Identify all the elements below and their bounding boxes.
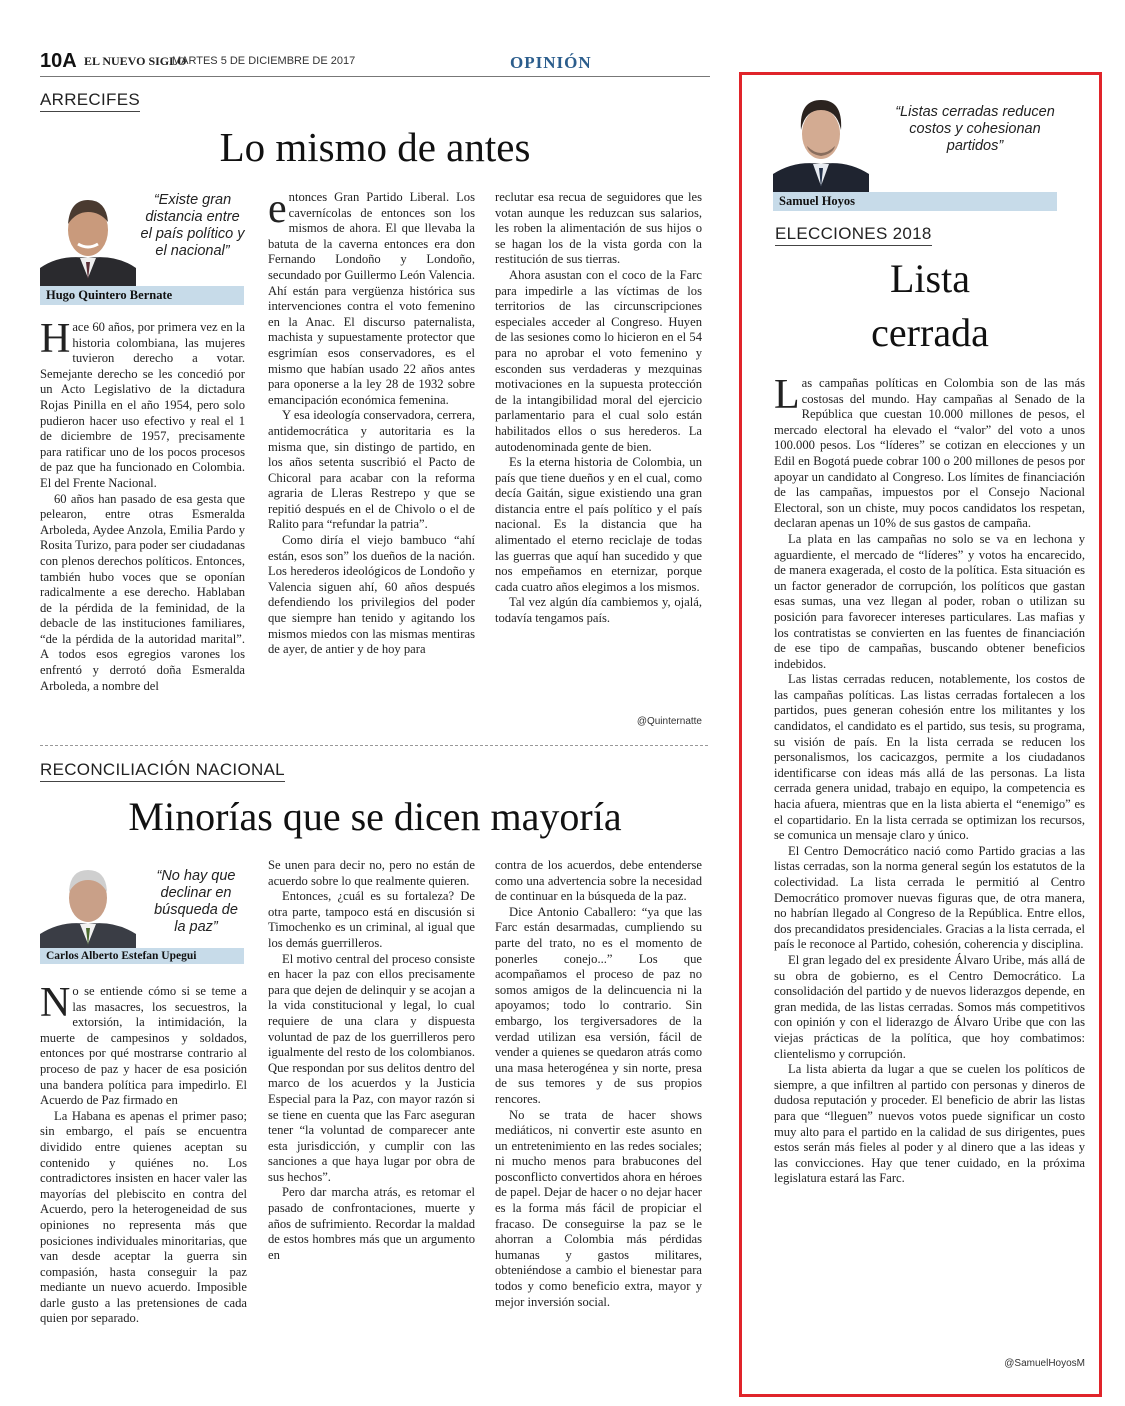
- article2-title: Minorías que se dicen mayoría: [128, 794, 622, 839]
- paragraph: Como diría el viejo bambuco “ahí están, esos son” los dueños de la nación. Los herederos ideológicos de Londoño y Valencia siguen ahí, 60 años después defendiendo los privilegios del poder que siempre han tenido y agitando los mismos miedos con las mismas mentiras de ayer, de antier y de hoy para: [268, 533, 475, 657]
- article3-author: Samuel Hoyos: [773, 192, 1057, 211]
- paragraph: La plata en las campañas no solo se va en lechona y aguardiente, el mercado de “líderes” y votos ha encarecido, de manera exagerada, el costo de la política. Esta situación es un factor generador de corrupción, los políticos que gastan esas sumas, una vez llegan al poder, roban o utilizan su posición para favorecer intereses particulares. Las mafias y los contratistas se convierten en las fuentes de financiación de ese tipo de campañas, buscando obtener beneficios indebidos.: [774, 531, 1085, 671]
- article3-quote: “Listas cerradas reducen costos y cohesionan partidos”: [895, 104, 1055, 154]
- paragraph: 60 años han pasado de esa gesta que pelearon, entre otras Esmeralda Arboleda, Aydee Anzola, Emilia Pardo y Rosita Turizo, para poder ser ciudadanas con plenos derechos políticos. Entonces, también hubo voces que se oponían radicalmente a ese derecho. Hablaban de la pérdida de la feminidad, de la debacle de las instituciones familiares, “de la pérdida de la autoridad marital”. A todos esos egregios varones los enfrentó y derrotó doña Esmeralda Arboleda, a nombre del: [40, 491, 245, 693]
- paragraph: El motivo central del proceso consiste en hacer la paz con ellos precisamente para que dejen de delinquir y se acojan a la vida constitucional y legal, lo cual requiere de una clara y dispuesta voluntad de paz de los guerrilleros pero igualmente del resto de los colombianos. Que respondan por sus delitos dentro del marco de los acuerdos y la Justicia Especial para la Paz, con mayor razón si se tiene en cuenta que las Farc aseguran tener “la voluntad de comparecer ante esta jurisdicción, y cumplir con las sanciones a que haya lugar por obra de sus hechos”.: [268, 951, 475, 1184]
- article2-col3: [495, 858, 702, 1310]
- article2-col1: [40, 980, 247, 1327]
- paragraph: Las campañas políticas en Colombia son de las más costosas del mundo. Hay campañas al Senado de la República que cuestan 10.000 millones de pesos, el mercado electoral ha elevado el “valor” del voto a unos 100.000 pesos. Los “líderes” se cotizan en elecciones y un Edil en Bogotá puede cobrar 100 o 200 millones de pesos por apoyar un candidato al Congreso. Los límites de financiación de las campañas, impuestos por el Consejo Nacional Electoral, son un chiste, muy pocos candidatos los respetan, declaran apenas un 10% de sus gastos de campaña.: [774, 372, 1085, 531]
- paragraph: Tal vez algún día cambiemos y, ojalá, todavía tengamos país.: [495, 595, 702, 626]
- paragraph: Y esa ideología conservadora, cerrera, antidemocrática y autoritaria es la misma que, sin distingo de partido, en los años setenta suscribió el Pacto de Chicoral para acabar con la reforma agraria de Lleras Restrepo y que se repitió después en el de Chivolo o el de Ralito para “refundar la patria”.: [268, 408, 475, 532]
- article1-kicker: ARRECIFES: [40, 90, 140, 112]
- author-photo-hugo: [40, 186, 136, 286]
- paragraph: contra de los acuerdos, debe entenderse como una advertencia sobre la necesidad de continuar en la búsqueda de la paz.: [495, 858, 702, 904]
- section-title: OPINIÓN: [510, 53, 592, 72]
- paragraph: Es la eterna historia de Colombia, un país que tiene dueños y en el cual, como decía Gaitán, sigue existiendo una gran distancia entre el país político y el país nacional. Es la distancia que ha alimentado el eterno reciclaje de todas las guerras que aquí han sucedido y que nos empeñamos en eternizar, porque cada cuatro años elegimos a los mismos.: [495, 455, 702, 594]
- article1-author-box: [40, 186, 245, 306]
- author-photo-samuel: [773, 90, 869, 194]
- section-divider: [40, 745, 708, 746]
- article3-title-line1: Lista: [890, 256, 970, 301]
- paragraph: Se unen para decir no, pero no están de acuerdo sobre lo que realmente quieren.: [268, 858, 475, 888]
- paragraph: El Centro Democrático nació como Partido gracias a las listas cerradas, son la norma general según los estatutos de la colectividad. La lista cerrada le permitió al Centro Democrático promover nuevas figuras que, de otra manera, no habrían llegado al Congreso de la República. Entre ellos, dos precandidatos presidenciales. Gracias a la lista cerrada, el país le reconoce al Partido, cohesión, coherencia y disciplina.: [774, 843, 1085, 952]
- article1-title: Lo mismo de antes: [219, 124, 531, 170]
- article1-col2: [268, 186, 475, 658]
- article2-author: Carlos Alberto Estefan Upegui: [40, 948, 244, 964]
- paragraph: Las listas cerradas reducen, notablemente, los costos de las campañas políticas. Las listas cerradas fortalecen a los partidos, pues generan cohesión entre los militantes y los candidatos, el candidato es el partido, sus tesis, su programa, su visión de país. En la lista cerrada se reducen los personalismos, los cacicazgos, permite a los ciudadanos identificarse con ideas más allá de las personas. La lista cerrada genera unidad, trabajo en equipo, la competencia es hacia afuera, mientras que en la lista abierta el “enemigo” es el copartidario. En la lista cerrada se optimizan los recursos, se comunica un mensaje claro y único.: [774, 672, 1085, 843]
- article2-quote: “No hay que declinar en búsqueda de la paz”: [154, 868, 238, 935]
- article1-handle: @Quinternatte: [636, 716, 702, 727]
- paragraph: entonces Gran Partido Liberal. Los cavernícolas de entonces son los mismos de ahora. El que llevaba la batuta de la caverna entonces era don Fernando Londoño y Londoño, secundado por Guillermo León Valencia. Ahí están para vergüenza histórica sus intervenciones contra el voto femenino en la Anac. El discurso paternalista, machista y supuestamente protector que esgrimían esos conservadores, es el mismo que habían usado 22 años antes para oponerse a la ley 28 de 1932 sobre emancipación económica femenina.: [268, 186, 475, 407]
- paragraph: No se trata de hacer shows mediáticos, ni convertir este asunto en un entretenimiento en las redes sociales; ni mucho menos para brabucones del posconflicto convertidos ahora en héroes de papel. Dejar de hacer o no dejar hacer es la forma más fácil de propiciar el fracaso. De conseguirse la paz se le ahorran a Colombia más pérdidas humanas y gastos militares, obteniéndose a cambio el bienestar para todos y como beneficio extra, mayor y mejor inversión social.: [495, 1107, 702, 1309]
- paragraph: Entonces, ¿cuál es su fortaleza? De otra parte, tampoco está en discusión si Timochenko es un criminal, al igual que los demás guerrilleros.: [268, 889, 475, 950]
- article2-kicker: RECONCILIACIÓN NACIONAL: [40, 760, 285, 782]
- author-photo-carlos: [40, 858, 136, 950]
- article1-author: Hugo Quintero Bernate: [40, 286, 244, 305]
- paragraph: Ahora asustan con el coco de la Farc para impedirle a las víctimas de los territorios de las circunscripciones especiales acceder al Congreso. Huyen de las sesiones como lo hicieron en el 54 para no aprobar el voto femenino y esconden sus verdaderas y mezquinas motivaciones en la supuesta protección de la intangibilidad moral del ejercicio parlamentario para el cual solo están habilitados ellos o sus herederos. La autodenominada gente de bien.: [495, 267, 702, 454]
- article3-body: [774, 372, 1085, 1187]
- article1-quote: “Existe gran distancia entre el país político y el nacional”: [140, 192, 245, 259]
- article2-author-box: [40, 858, 245, 970]
- paragraph: Hace 60 años, por primera vez en la historia colombiana, las mujeres tuvieron derecho a votar. Semejante derecho se les concedió por un Acto Legislativo de la dictadura Rojas Pinilla en el año 1954, pero solo pudieron hacer uso efectivo y real el 1 de diciembre de 1957, precisamente para ratificar uno de los pocos procesos de paz que ha funcionado en Colombia. El del Frente Nacional.: [40, 316, 245, 490]
- paper-name: EL NUEVO SIGLO: [84, 54, 187, 68]
- article3-handle: @SamuelHoyosM: [1004, 1358, 1085, 1369]
- article3-kicker: ELECCIONES 2018: [775, 224, 932, 246]
- article3-title-line2: cerrada: [871, 310, 989, 355]
- paragraph: No se entiende cómo si se teme a las masacres, los secuestros, la extorsión, la intimidación, la muerte de campesinos y soldados, entonces por qué mostrarse contrario al proceso de paz y hacer de esa posición una bandera política para impedirlo. El Acuerdo de Paz firmado en: [40, 980, 247, 1108]
- issue-date: MARTES 5 DE DICIEMBRE DE 2017: [172, 55, 356, 67]
- article1-col3: [495, 190, 702, 627]
- page-number: 10A: [40, 50, 77, 72]
- article2-col2: [268, 858, 475, 1263]
- paragraph: reclutar esa recua de seguidores que les votan aunque les reduzcan sus salarios, les roben la alimentación de sus hijos o se hagan los de la vista gorda con la restitución de sus tierras.: [495, 190, 702, 267]
- article1-col1: [40, 316, 245, 694]
- header-rule: [40, 76, 710, 77]
- paragraph: La Habana es apenas el primer paso; sin embargo, el país se encuentra dividido entre quienes aceptan su contenido y quiénes no. Los contradictores insisten en hacer valer las mayorías del plebiscito en contra del Acuerdo, pero la heterogeneidad de sus opiniones no representa más que posiciones individuales minoritarias, que van desde aceptar la guerra sin compasión, hasta conseguir la paz mediante un nuevo acuerdo. Imposible darle gusto a las pretensiones de cada quien por separado.: [40, 1108, 247, 1326]
- paragraph: Dice Antonio Caballero: “ya que las Farc están desarmadas, cumpliendo su parte del trato, no es el momento de ponerles conejo...” Los que acompañamos el proceso de paz no somos amigos de la delincuencia ni la apoyamos; todo lo contrario. Sin embargo, los tergiversadores de la verdad utilizan esa versión, fácil de vender a quienes se quedaron atrás como una masa heterogénea y sin norte, presa de sus temores y de sus propios rencores.: [495, 904, 702, 1106]
- paragraph: Pero dar marcha atrás, es retomar el pasado de confrontaciones, muerte y años de sufrimiento. Recordar la maldad de estos hombres más que un argumento en: [268, 1185, 475, 1262]
- paragraph: El gran legado del ex presidente Álvaro Uribe, más allá de su obra de gobierno, es el Centro Democrático. La consolidación del partido y de nuevos liderazgos depende, en gran medida, de las listas cerradas. Somos más competitivos con opinión y con el liderazgo de Álvaro Uribe que con las viejas prácticas de la política, que hoy combatimos: clientelismo y corrupción.: [774, 952, 1085, 1061]
- paragraph: La lista abierta da lugar a que se cuelen los políticos de siempre, a que infiltren al partido con personas y dineros de dudosa reputación y proceder. El beneficio de abrir las listas para que “lleguen” nuevos votos puede significar un costo muy alto para el partido en la calidad de sus dirigentes, pues estos serán más fieles al poder y al dinero que a las ideas y las convicciones. Hay que tener cuidado, en la próxima legislatura estará las Farc.: [774, 1062, 1085, 1186]
